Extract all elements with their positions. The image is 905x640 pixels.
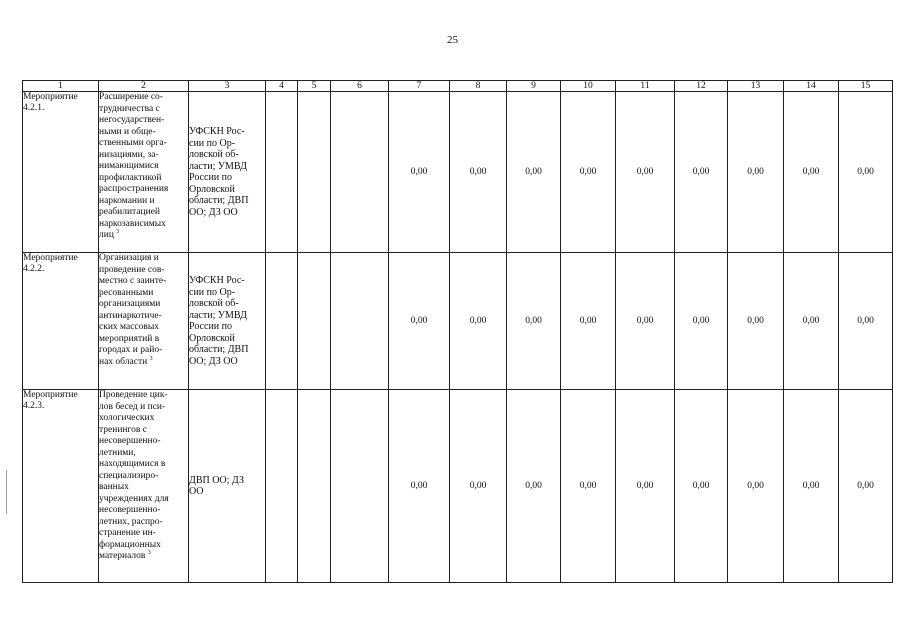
- description-line: находящимися в: [99, 459, 166, 469]
- header-cell: 6: [331, 81, 389, 92]
- description-line: ских массовых: [99, 322, 160, 332]
- value-cell: 0,00: [389, 253, 450, 390]
- value-cell: [266, 92, 298, 253]
- header-row: [23, 81, 893, 92]
- value-cell: 0,00: [675, 92, 728, 253]
- value-cell: 0,00: [561, 253, 616, 390]
- value-cell: 0,00: [561, 92, 616, 253]
- value-cell: [298, 92, 331, 253]
- value-cell: 0,00: [839, 390, 893, 583]
- description-line: проведение сов-: [99, 264, 165, 275]
- value-cell: 0,00: [561, 390, 616, 583]
- table-row: [23, 253, 893, 390]
- description-line: трудничества с: [99, 103, 160, 114]
- description-line: ванных: [99, 482, 129, 492]
- header-cell: 4: [266, 81, 298, 92]
- value-cell: 0,00: [784, 390, 839, 583]
- event-line: 4.2.1.: [23, 103, 45, 113]
- event-line: Мероприятие: [23, 390, 78, 400]
- header-cell: 13: [728, 81, 784, 92]
- value-cell: [331, 92, 389, 253]
- description-line: ственными орга-: [99, 138, 167, 148]
- description-line: Расширение со-: [99, 92, 163, 102]
- description-line: лов бесед и пси-: [99, 401, 166, 412]
- description-line: формационных: [99, 539, 161, 550]
- value-cell: [331, 253, 389, 390]
- executor-line: УФСКН Рос-: [189, 126, 245, 137]
- executor-line: сии по Ор-: [189, 286, 236, 298]
- page-number: 25: [447, 34, 458, 46]
- description-line: профилактикой: [99, 172, 162, 183]
- description-cell: [99, 92, 189, 253]
- description-text: лиц: [99, 230, 114, 240]
- executors-cell: [189, 253, 266, 390]
- value-cell: [298, 390, 331, 583]
- event-line: 4.2.3.: [23, 401, 45, 411]
- value-cell: 0,00: [839, 92, 893, 253]
- description-line: Проведение цик-: [99, 390, 168, 400]
- event-cell: [23, 253, 99, 390]
- value-cell: [298, 253, 331, 390]
- value-cell: 0,00: [839, 253, 893, 390]
- footnote-mark: 3: [149, 355, 153, 362]
- value-cell: [266, 390, 298, 583]
- description-line: ными и обще-: [99, 126, 156, 137]
- header-cell: 12: [675, 81, 728, 92]
- event-cell: [23, 92, 99, 253]
- description-line: наркозависимых: [99, 218, 166, 229]
- executors-cell: [189, 92, 266, 253]
- value-cell: [331, 390, 389, 583]
- executor-line: ОО; ДЗ ОО: [189, 206, 238, 218]
- table-row: [23, 92, 893, 253]
- description-line: нимающимися: [99, 161, 159, 171]
- executor-line: Орловской: [189, 332, 235, 344]
- value-cell: 0,00: [389, 92, 450, 253]
- value-cell: [266, 253, 298, 390]
- description-cell: [99, 253, 189, 390]
- description-line: негосударствен-: [99, 115, 165, 125]
- executor-line: ласти; УМВД: [189, 160, 247, 172]
- value-cell: 0,00: [728, 92, 784, 253]
- table-row: [23, 390, 893, 583]
- value-cell: 0,00: [616, 253, 675, 390]
- value-cell: 0,00: [675, 253, 728, 390]
- header-cell: 3: [189, 81, 266, 92]
- description-line: организациями: [99, 299, 161, 309]
- description-line: тренингов с: [99, 424, 147, 435]
- value-cell: 0,00: [616, 92, 675, 253]
- header-cell: 15: [839, 81, 893, 92]
- value-cell: 0,00: [507, 390, 561, 583]
- description-line: хологических: [99, 413, 155, 423]
- value-cell: 0,00: [389, 390, 450, 583]
- footnote-mark: 3: [147, 549, 151, 556]
- executor-line: ловской об-: [189, 298, 239, 309]
- value-cell: 0,00: [450, 253, 507, 390]
- description-line: антинаркотиче-: [99, 310, 162, 321]
- value-cell: 0,00: [784, 92, 839, 253]
- description-line: реабилитацией: [99, 207, 160, 217]
- executor-line: ДВП ОО; ДЗ: [189, 474, 245, 486]
- header-cell: 2: [99, 81, 189, 92]
- header-cell: 11: [616, 81, 675, 92]
- description-cell: [99, 390, 189, 583]
- description-line: распространения: [99, 184, 169, 194]
- value-cell: 0,00: [450, 390, 507, 583]
- description-line: [99, 357, 188, 369]
- value-cell: 0,00: [616, 390, 675, 583]
- description-line: Организация и: [99, 253, 159, 263]
- header-cell: 1: [23, 81, 99, 92]
- description-line: несовершенно-: [99, 436, 161, 446]
- event-line: Мероприятие: [23, 92, 78, 102]
- executor-line: УФСКН Рос-: [189, 275, 245, 286]
- executor-line: ОО; ДЗ ОО: [189, 355, 238, 367]
- value-cell: 0,00: [675, 390, 728, 583]
- description-line: наркомании и: [99, 195, 155, 206]
- executor-line: сии по Ор-: [189, 137, 236, 149]
- value-cell: 0,00: [450, 92, 507, 253]
- value-cell: 0,00: [507, 253, 561, 390]
- description-line: несовершенно-: [99, 505, 161, 515]
- value-cell: 0,00: [728, 253, 784, 390]
- event-line: 4.2.2.: [23, 264, 45, 274]
- executor-line: ОО: [189, 486, 204, 497]
- executor-line: России по: [189, 172, 232, 183]
- description-line: низациями, за-: [99, 149, 159, 160]
- header-cell: 7: [389, 81, 450, 92]
- header-cell: 14: [784, 81, 839, 92]
- value-cell: 0,00: [728, 390, 784, 583]
- executor-line: ловской об-: [189, 149, 239, 160]
- executor-line: России по: [189, 321, 232, 332]
- description-text: нах области: [99, 356, 148, 367]
- measures-table: [22, 80, 893, 583]
- description-line: местно с заинте-: [99, 276, 167, 286]
- description-line: [99, 551, 188, 563]
- description-line: специализиро-: [99, 470, 159, 481]
- description-line: ресованными: [99, 287, 154, 298]
- executor-line: Орловской: [189, 183, 235, 195]
- description-line: городах и райо-: [99, 345, 163, 355]
- executor-line: области; ДВП: [189, 195, 249, 206]
- header-cell: 10: [561, 81, 616, 92]
- description-line: [99, 230, 188, 242]
- description-text: материалов: [99, 551, 146, 561]
- description-line: учреждениях для: [99, 493, 169, 504]
- header-cell: 9: [507, 81, 561, 92]
- event-line: Мероприятие: [23, 253, 78, 263]
- value-cell: 0,00: [784, 253, 839, 390]
- footnote-mark: 3: [116, 228, 120, 235]
- description-line: летними,: [99, 447, 136, 458]
- header-cell: 5: [298, 81, 331, 92]
- description-line: странение ин-: [99, 528, 156, 538]
- scan-margin-mark: [6, 470, 7, 514]
- description-line: мероприятий в: [99, 333, 160, 344]
- header-cell: 8: [450, 81, 507, 92]
- value-cell: 0,00: [507, 92, 561, 253]
- event-cell: [23, 390, 99, 583]
- executors-cell: [189, 390, 266, 583]
- executor-line: ласти; УМВД: [189, 309, 247, 321]
- description-line: летних, распро-: [99, 516, 163, 527]
- executor-line: области; ДВП: [189, 344, 249, 355]
